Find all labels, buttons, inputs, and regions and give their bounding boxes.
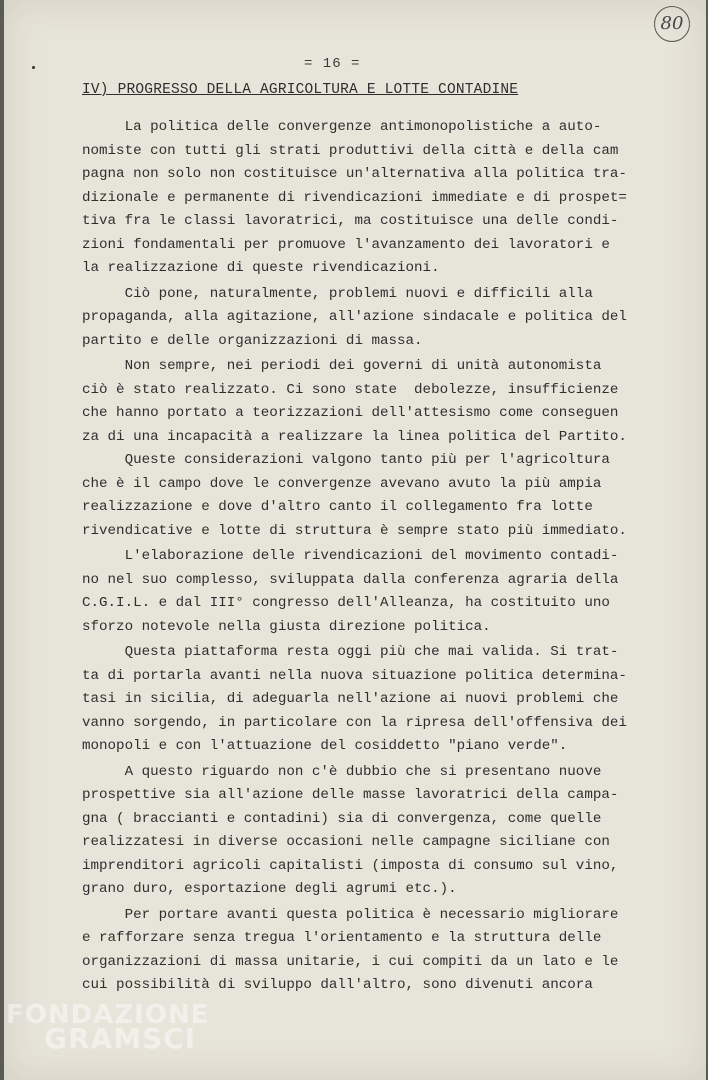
text-line: za di una incapacità a realizzare la linea politica del Partito. <box>82 428 627 445</box>
text-line: ta di portarla avanti nella nuova situazione politica determina- <box>82 667 627 684</box>
text-line: cui possibilità di sviluppo dall'altro, sono divenuti ancora <box>82 977 593 993</box>
archive-watermark <box>6 1000 209 1055</box>
text-line: realizzazione e dove d'altro canto il collegamento fra lotte <box>82 499 593 515</box>
text-line: che è il campo dove le convergenze avevano avuto la più ampia <box>82 475 602 492</box>
text-line: Per portare avanti questa politica è necessario migliorare <box>82 906 619 923</box>
text-line: ciò è stato realizzato. Ci sono state debolezze, insufficienze <box>82 381 619 398</box>
page-number: = 16 = <box>304 56 361 72</box>
text-line: e rafforzare senza tregua l'orientamento e la struttura delle <box>82 930 602 946</box>
stray-ink-mark <box>32 66 35 69</box>
text-line: vanno sorgendo, in particolare con la ripresa dell'offensiva dei <box>82 714 627 731</box>
text-line: La politica delle convergenze antimonopolistiche a auto- <box>82 119 602 135</box>
text-line: imprenditori agricoli capitalisti (imposta di consumo sul vino, <box>82 857 619 874</box>
text-line: grano duro, esportazione degli agrumi etc.). <box>82 881 457 897</box>
section-heading: IV) PROGRESSO DELLA AGRICOLTURA E LOTTE CONTADINE <box>82 82 519 98</box>
text-line: partito e delle organizzazioni di massa. <box>82 332 423 349</box>
text-line: L'elaborazione delle rivendicazioni del movimento contadi- <box>82 548 619 564</box>
text-line: tasi in sicilia, di adeguarla nell'azione ai nuovi problemi che <box>82 691 619 707</box>
text-line: che hanno portato a teorizzazioni dell'attesismo come conseguen <box>82 405 619 421</box>
text-line: realizzatesi in diverse occasioni nelle campagne siciliane con <box>82 834 610 850</box>
text-line: nomiste con tutti gli strati produttivi della città e della cam <box>82 142 619 159</box>
text-line: gna ( braccianti e contadini) sia di convergenza, come quelle <box>82 810 602 827</box>
text-line: la realizzazione di queste rivendicazioni. <box>82 260 440 276</box>
watermark-line-2: GRAMSCI <box>44 1022 197 1055</box>
text-line: Queste considerazioni valgono tanto più per l'agricoltura <box>82 452 610 468</box>
text-line: prospettive sia all'azione delle masse lavoratrici della campa- <box>82 787 619 803</box>
text-line: C.G.I.L. e dal III° congresso dell'Alleanza, ha costituito uno <box>82 595 610 611</box>
body-text <box>82 116 627 998</box>
archive-number-circle: 80 <box>654 6 690 42</box>
text-line: monopoli e con l'attuazione del cosiddetto "piano verde". <box>82 738 568 754</box>
text-line: no nel suo complesso, sviluppata dalla conferenza agraria della <box>82 571 619 588</box>
text-line: dizionale e permanente di rivendicazioni immediate e di prospet= <box>82 189 627 206</box>
text-line: Non sempre, nei periodi dei governi di unità autonomista <box>82 358 602 374</box>
text-line: propaganda, alla agitazione, all'azione sindacale e politica del <box>82 309 627 325</box>
text-line: sforzo notevole nella giusta direzione politica. <box>82 618 491 635</box>
text-line: Questa piattaforma resta oggi più che mai valida. Si trat- <box>82 644 619 660</box>
text-line: tiva fra le classi lavoratrici, ma costituisce una delle condi- <box>82 213 619 229</box>
text-line: rivendicative e lotte di struttura è sempre stato più immediato. <box>82 522 627 539</box>
text-line: organizzazioni di massa unitarie, i cui compiti da un lato e le <box>82 953 619 970</box>
text-line: pagna non solo non costituisce un'alternativa alla politica tra- <box>82 166 627 182</box>
watermark-line-1: FONDAZIONE <box>6 1000 210 1030</box>
document-page <box>4 0 706 1080</box>
text-line: A questo riguardo non c'è dubbio che si presentano nuove <box>82 763 602 780</box>
text-line: zioni fondamentali per promuove l'avanzamento dei lavoratori e <box>82 236 610 253</box>
text-line: Ciò pone, naturalmente, problemi nuovi e difficili alla <box>82 285 593 302</box>
